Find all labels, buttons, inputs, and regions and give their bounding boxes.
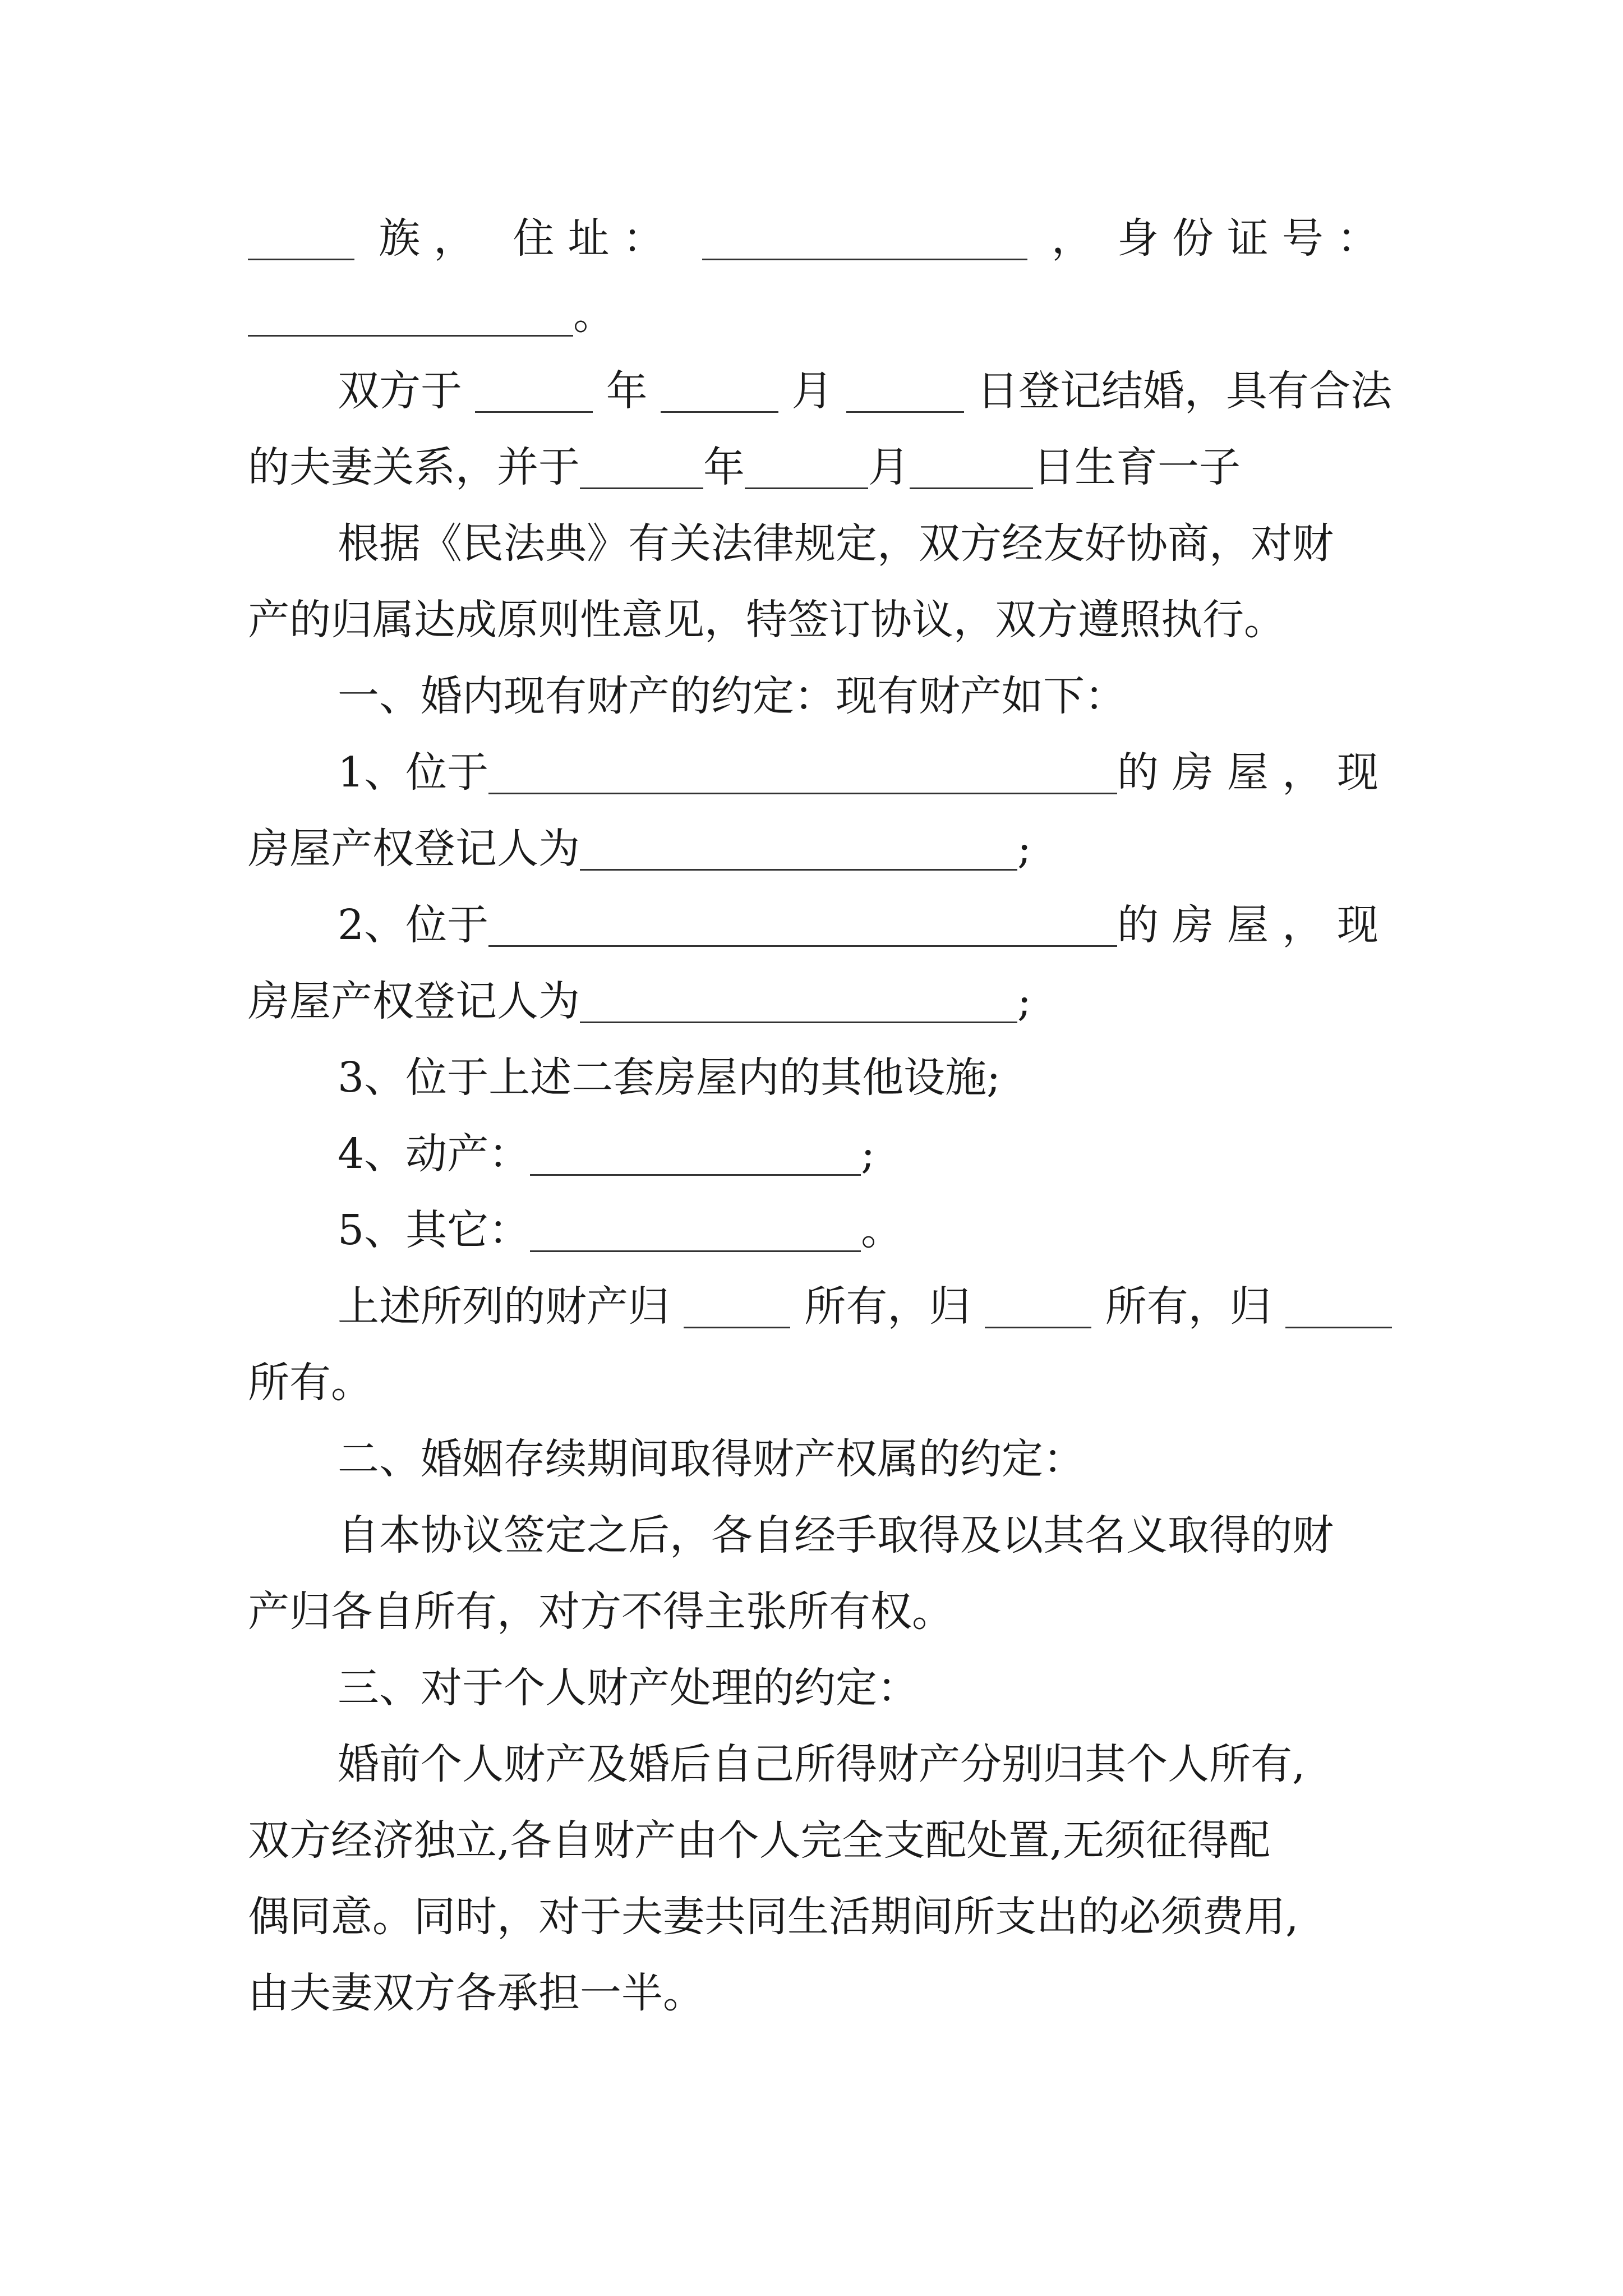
text-house-now: 的房屋，现 [1117,901,1392,949]
blank-birth-year[interactable] [580,446,703,489]
line-marriage-date [248,352,1392,430]
paragraph-personal-property-4: 由夫妻双方各承担一半。 [248,1969,704,2017]
text-spouse-relation: 的夫妻关系，并于 [248,443,580,491]
paragraph-personal-property-1: 婚前个人财产及婚后自己所得财产分别归其个人所有, [338,1740,1306,1788]
text-period: 。 [573,291,615,339]
blank-owner-1[interactable] [684,1285,790,1328]
text-comma: ， [1051,214,1093,263]
line-ethnicity-address-id [248,199,1392,278]
blank-owner-3[interactable] [1285,1285,1392,1328]
paragraph-legal-basis-1: 根据《民法典》有关法律规定，双方经友好协商，对财 [338,519,1334,568]
section-heading-3: 三、对于个人财产处理的约定： [338,1664,919,1712]
blank-other-property[interactable] [530,1209,861,1252]
blank-movable-property[interactable] [530,1133,861,1176]
section-heading-1: 一、婚内现有财产的约定：现有财产如下： [338,672,1126,720]
blank-house-2-location[interactable] [488,904,1117,947]
text-owner-label: 房屋产权登记人为 [248,977,580,1025]
text-id-label: 身份证号： [1117,214,1392,263]
blank-marriage-day[interactable] [846,370,964,413]
section-heading-2: 二、婚姻存续期间取得财产权属的约定： [338,1435,1085,1483]
blank-birth-month[interactable] [745,446,868,489]
text-month: 月 [868,443,910,491]
blank-address[interactable] [702,217,1027,260]
text-semicolon: ; [861,1130,875,1178]
text-owned-belongs: 所有，归 [1105,1282,1271,1331]
blank-house-1-owner[interactable] [580,827,1017,871]
text-month: 月 [791,367,833,415]
line-house-1-location [248,733,1392,812]
text-period: 。 [861,1206,903,1254]
line-owned-end: 所有。 [248,1359,372,1407]
text-both-parties: 双方于 [338,367,462,415]
text-day-registered: 日登记结婚，具有合法 [976,367,1392,415]
text-item-4: 4、动产： [338,1130,531,1178]
text-day-child: 日生育一子 [1033,443,1241,491]
paragraph-marital-acquisition-1: 自本协议签定之后，各自经手取得及以其名义取得的财 [338,1511,1334,1559]
blank-owner-2[interactable] [985,1285,1091,1328]
text-house-now: 的房屋，现 [1117,748,1392,797]
paragraph-personal-property-2: 双方经济独立,各自财产由个人完全支配处置,无须征得配 [248,1816,1271,1865]
line-child-birth-date [248,428,1392,507]
line-house-2-location [248,886,1392,964]
paragraph-legal-basis-2: 产的归属达成原则性意见，特签订协议，双方遵照执行。 [248,596,1285,644]
line-item-3: 3、位于上述二套房屋内的其他设施; [338,1053,1001,1102]
line-id-number [248,275,1392,354]
text-semicolon: ; [1017,977,1031,1025]
text-owned-belongs: 所有，归 [804,1282,971,1331]
blank-id-number[interactable] [248,293,573,337]
text-semicolon: ; [1017,825,1031,873]
text-property-belongs: 上述所列的财产归 [338,1282,670,1331]
text-item-1: 1、位于 [338,748,489,797]
line-house-2-owner [248,962,1392,1041]
blank-marriage-year[interactable] [475,370,593,413]
text-year: 年 [703,443,745,491]
line-ownership-assignment [248,1267,1392,1346]
line-movable-property [248,1115,1392,1193]
text-owner-label: 房屋产权登记人为 [248,825,580,873]
text-address-label: 住址： [513,214,678,263]
text-item-5: 5、其它： [338,1206,531,1254]
line-other-property [248,1191,1392,1269]
line-house-1-owner [248,809,1392,888]
blank-house-2-owner[interactable] [580,980,1017,1023]
blank-marriage-month[interactable] [661,370,778,413]
blank-birth-day[interactable] [910,446,1033,489]
text-item-2: 2、位于 [338,901,489,949]
blank-house-1-location[interactable] [488,751,1117,794]
blank-ethnicity[interactable] [248,217,354,260]
text-year: 年 [606,367,648,415]
paragraph-marital-acquisition-2: 产归各自所有，对方不得主张所有权。 [248,1588,953,1636]
paragraph-personal-property-3: 偶同意。同时，对于夫妻共同生活期间所支出的必须费用, [248,1893,1299,1941]
text-zu: 族， [379,214,489,263]
